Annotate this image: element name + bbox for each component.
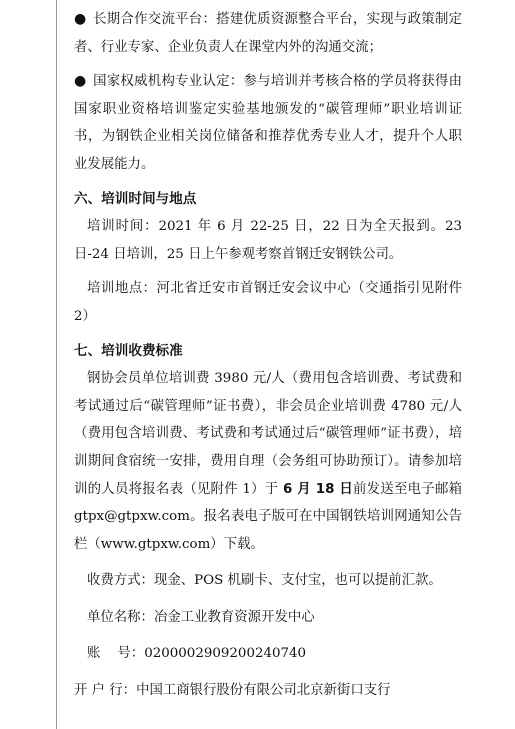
- training-place: 培训地点：河北省迁安市首钢迁安会议中心（交通指引见附件 2）: [74, 281, 462, 324]
- bullet-item: [74, 68, 462, 178]
- bank-name: 开 户 行：中国工商银行股份有限公司北京新街口支行: [74, 683, 391, 699]
- filled-circle-bullet-icon: ●: [74, 73, 87, 90]
- account-number-line: [74, 640, 462, 668]
- fee-text-part2: 前发送至电子邮箱 gtpx@gtpxw.com。报名表电子版可在中国钢铁培训网通知公告栏（www.gtpxw.com）下载。: [74, 481, 463, 552]
- account-number: 0200002909200240740: [144, 646, 307, 662]
- fee-deadline: 6 月 18 日: [282, 481, 354, 497]
- training-time: 培训时间：2021 年 6 月 22-25 日，22 日为全天报到。23 日-24 日培训，25 日上午参观考察首钢迁安钢铁公司。: [74, 219, 462, 262]
- section-heading-7: 七、培训收费标准: [74, 342, 183, 359]
- bullet-text: 长期合作交流平台：搭建优质资源整合平台，实现与政策制定者、行业专家、企业负责人在课堂内外的沟通交流；: [74, 12, 463, 55]
- payment-methods: 收费方式：现金、POS 机刷卡、支付宝，也可以提前汇款。: [87, 573, 442, 589]
- page-margin-line: [56, 0, 57, 729]
- bullet-text: 国家权威机构专业认定：参与培训并考核合格的学员将获得由国家职业资格培训鉴定实验基地颁发的“碳管理师”职业培训证书，为钢铁企业相关岗位储备和推荐优秀专业人才，提升个人职业发展能力。: [74, 74, 463, 172]
- unit-name: 单位名称：冶金工业教育资源开发中心: [87, 609, 315, 625]
- fee-text-part1: 钢协会员单位培训费 3980 元/人（费用包含培训费、考试费和考试通过后“碳管理师”证书费），非会员企业培训费 4780 元/人（费用包含培训费、考试费和考试通过后“碳管理师”证书费），培训期间食宿统一安排，费用自理（会务组可协助预订）。请参加培训的人员将报名表（见附件 1）于: [74, 371, 462, 497]
- document-page: [74, 6, 462, 705]
- bullet-item: [74, 6, 462, 61]
- account-label: 账 号：: [87, 646, 145, 662]
- fee-paragraph: [74, 365, 462, 558]
- section-heading-6: 六、培训时间与地点: [74, 190, 197, 207]
- filled-circle-bullet-icon: ●: [74, 11, 87, 27]
